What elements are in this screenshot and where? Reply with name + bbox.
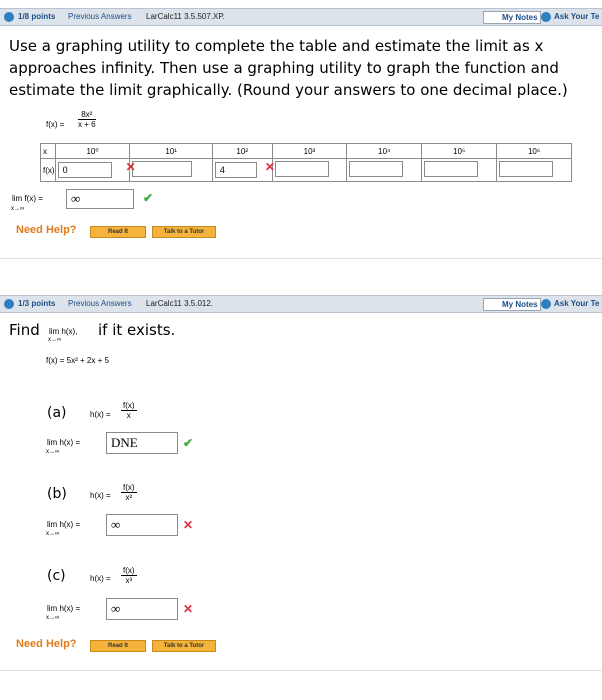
part-a-subscript: x→∞ <box>46 449 60 455</box>
part-c-answer-field[interactable]: ∞ <box>106 598 178 620</box>
col-header: 10³ <box>272 144 347 159</box>
fx-row-label: f(x) <box>41 159 56 182</box>
fx-answer-field[interactable] <box>424 161 478 177</box>
part-a-fraction <box>121 401 137 420</box>
part-a-h: h(x) = <box>90 410 111 419</box>
col-header: 10² <box>212 144 272 159</box>
limit-label: lim f(x) = <box>12 194 43 203</box>
ask-your-teacher-link[interactable]: Ask Your Te <box>554 12 600 21</box>
part-b-limit-label: lim h(x) = <box>47 520 81 529</box>
need-help-label: Need Help? <box>16 638 77 650</box>
part-c-label: (c) <box>47 568 66 584</box>
col-header: 10⁵ <box>422 144 497 159</box>
part-a-label: (a) <box>47 405 67 421</box>
divider <box>0 258 602 259</box>
fx-answer-field[interactable] <box>349 161 403 177</box>
x-icon: ✕ <box>125 160 136 174</box>
fx-answer-field[interactable]: 0 <box>58 162 112 178</box>
function-fraction <box>78 110 96 129</box>
read-it-button[interactable]: Read It <box>90 640 146 652</box>
check-icon: ✔ <box>183 436 194 450</box>
fx-answer-field[interactable]: 4 <box>215 162 257 178</box>
function-denominator: x + 6 <box>78 120 96 129</box>
previous-answers-link[interactable]: Previous Answers <box>68 12 132 21</box>
fx-answer-field[interactable] <box>132 161 192 177</box>
divider <box>0 670 602 671</box>
fx-answer-field[interactable] <box>275 161 329 177</box>
status-dot-icon <box>4 12 14 22</box>
part-b-numerator: f(x) <box>123 483 135 492</box>
ask-dot-icon <box>541 299 551 309</box>
x-icon: ✕ <box>183 602 194 616</box>
col-header: 10⁴ <box>347 144 422 159</box>
col-header: 10¹ <box>130 144 212 159</box>
part-a-denominator: x <box>126 411 131 420</box>
points-label: 1/8 points <box>18 12 56 21</box>
part-c-denominator: x³ <box>125 576 133 585</box>
points-label: 1/3 points <box>18 299 56 308</box>
part-c-fraction <box>121 566 137 585</box>
part-c-limit-label: lim h(x) = <box>47 604 81 613</box>
status-dot-icon <box>4 299 14 309</box>
limit-subscript: x→∞ <box>11 206 25 212</box>
x-row-label: x <box>41 144 56 159</box>
part-c-h: h(x) = <box>90 574 111 583</box>
x-icon: ✕ <box>264 160 275 174</box>
function-label: f(x) = <box>46 120 65 129</box>
question-2-header <box>0 295 602 313</box>
question-2-subscript: x→∞ <box>48 337 62 343</box>
part-c-subscript: x→∞ <box>46 615 60 621</box>
part-c-numerator: f(x) <box>123 566 135 575</box>
part-a-limit-label: lim h(x) = <box>47 438 81 447</box>
part-b-label: (b) <box>47 486 67 502</box>
source-label: LarCalc11 3.5.507.XP. <box>146 12 225 21</box>
part-a-numerator: f(x) <box>123 401 135 410</box>
part-b-denominator: x² <box>125 493 133 502</box>
need-help-label: Need Help? <box>16 224 77 236</box>
question-2-prefix: Find <box>9 321 40 339</box>
talk-to-tutor-button[interactable]: Talk to a Tutor <box>152 226 216 238</box>
read-it-button[interactable]: Read It <box>90 226 146 238</box>
talk-to-tutor-button[interactable]: Talk to a Tutor <box>152 640 216 652</box>
fx-answer-field[interactable] <box>499 161 553 177</box>
question-2-limit: lim h(x), <box>49 327 78 336</box>
part-b-subscript: x→∞ <box>46 531 60 537</box>
col-header: 10⁰ <box>55 144 130 159</box>
fx-row <box>41 159 572 182</box>
source-label: LarCalc11 3.5.012. <box>146 299 214 308</box>
question-1-text: Use a graphing utility to complete the table and estimate the limit as x approaches infinity. Then use a graphing utility to graph the function and estimate the limit graphically. (Round your answers to one decimal place.) <box>9 37 568 99</box>
function-definition: f(x) = 5x² + 2x + 5 <box>46 356 109 365</box>
check-icon: ✔ <box>143 191 154 205</box>
my-notes-button[interactable]: My Notes <box>483 298 541 311</box>
ask-dot-icon <box>541 12 551 22</box>
previous-answers-link[interactable]: Previous Answers <box>68 299 132 308</box>
limit-answer-field[interactable]: ∞ <box>66 189 134 209</box>
x-icon: ✕ <box>183 518 194 532</box>
question-1-header <box>0 8 602 26</box>
x-row <box>41 144 572 159</box>
part-a-answer-field[interactable]: DNE <box>106 432 178 454</box>
part-b-fraction <box>121 483 137 502</box>
values-table <box>40 143 572 182</box>
part-b-answer-field[interactable]: ∞ <box>106 514 178 536</box>
ask-your-teacher-link[interactable]: Ask Your Te <box>554 299 600 308</box>
function-numerator: 8x² <box>78 110 96 120</box>
col-header: 10⁶ <box>497 144 572 159</box>
part-b-h: h(x) = <box>90 491 111 500</box>
my-notes-button[interactable]: My Notes <box>483 11 541 24</box>
question-2-suffix: if it exists. <box>98 321 176 339</box>
